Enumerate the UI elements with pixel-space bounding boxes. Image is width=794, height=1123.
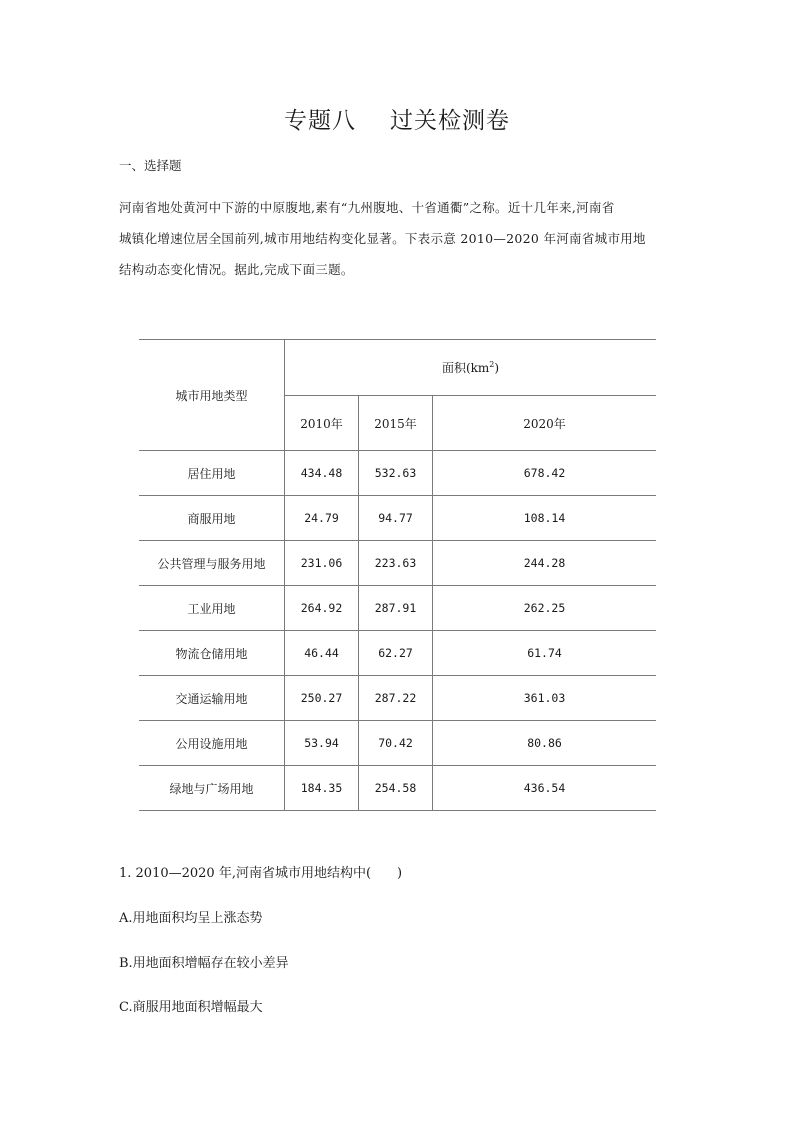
land-type-cell: 交通运输用地 [139, 676, 285, 721]
land-type-cell: 公用设施用地 [139, 721, 285, 766]
title-part2: 过关检测卷 [390, 108, 510, 134]
table-row [139, 631, 656, 676]
land-type-cell: 公共管理与服务用地 [139, 541, 285, 586]
value-2010-cell: 24.79 [285, 496, 359, 541]
type-header: 城市用地类型 [139, 340, 285, 451]
table-row [139, 541, 656, 586]
value-2020-cell: 244.28 [433, 541, 657, 586]
intro-line-1: 河南省地处黄河中下游的中原腹地,素有“九州腹地、十省通衢”之称。近十几年来,河南省 [119, 200, 615, 215]
value-2010-cell: 231.06 [285, 541, 359, 586]
value-2010-cell: 46.44 [285, 631, 359, 676]
value-2015-cell: 287.22 [359, 676, 433, 721]
question-1-stem: 1. 2010—2020 年,河南省城市用地结构中( ) [119, 866, 403, 881]
land-type-cell: 绿地与广场用地 [139, 766, 285, 811]
value-2020-cell: 61.74 [433, 631, 657, 676]
value-2020-cell: 678.42 [433, 451, 657, 496]
section-heading: 一、选择题 [119, 158, 182, 173]
intro-paragraph [119, 192, 679, 285]
value-2010-cell: 264.92 [285, 586, 359, 631]
table-row [139, 586, 656, 631]
option-b[interactable]: B.用地面积增幅存在较小差异 [119, 956, 289, 971]
value-2020-cell: 436.54 [433, 766, 657, 811]
value-2015-cell: 532.63 [359, 451, 433, 496]
page-title [0, 102, 794, 135]
land-type-cell: 工业用地 [139, 586, 285, 631]
table-row [139, 721, 656, 766]
option-a[interactable]: A.用地面积均呈上涨态势 [119, 911, 263, 926]
table-row [139, 496, 656, 541]
table-row [139, 451, 656, 496]
value-2020-cell: 108.14 [433, 496, 657, 541]
value-2015-cell: 287.91 [359, 586, 433, 631]
value-2010-cell: 53.94 [285, 721, 359, 766]
intro-line-3: 结构动态变化情况。据此,完成下面三题。 [119, 262, 354, 277]
land-type-cell: 物流仓储用地 [139, 631, 285, 676]
value-2010-cell: 184.35 [285, 766, 359, 811]
table-header-row [139, 340, 656, 396]
value-2015-cell: 223.63 [359, 541, 433, 586]
area-header: 面积$(km^2)$ [285, 340, 657, 396]
value-2015-cell: 94.77 [359, 496, 433, 541]
value-2015-cell: 70.42 [359, 721, 433, 766]
year-header: 2015年 [359, 396, 433, 451]
value-2015-cell: 62.27 [359, 631, 433, 676]
land-use-table [139, 339, 656, 811]
value-2015-cell: 254.58 [359, 766, 433, 811]
table-row [139, 766, 656, 811]
year-header: 2010年 [285, 396, 359, 451]
value-2020-cell: 262.25 [433, 586, 657, 631]
land-type-cell: 商服用地 [139, 496, 285, 541]
option-c[interactable]: C.商服用地面积增幅最大 [119, 1000, 263, 1015]
table-row [139, 676, 656, 721]
value-2020-cell: 80.86 [433, 721, 657, 766]
value-2010-cell: 250.27 [285, 676, 359, 721]
value-2010-cell: 434.48 [285, 451, 359, 496]
year-header: 2020年 [433, 396, 657, 451]
value-2020-cell: 361.03 [433, 676, 657, 721]
intro-line-2: 城镇化增速位居全国前列,城市用地结构变化显著。下表示意 2010—2020 年河南省城市用地 [119, 231, 646, 246]
title-part1: 专题八 [284, 108, 356, 134]
land-type-cell: 居住用地 [139, 451, 285, 496]
